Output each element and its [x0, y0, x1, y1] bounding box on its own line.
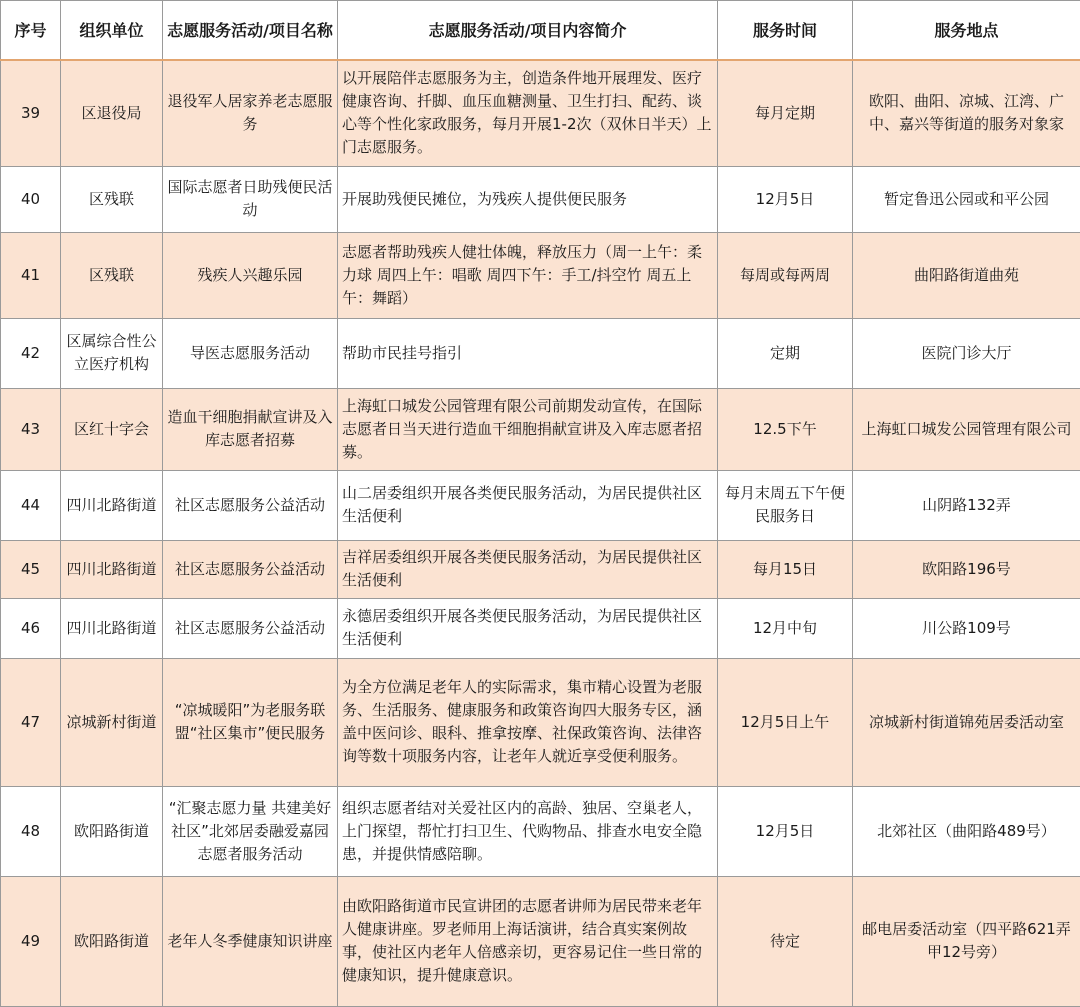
row-organization: 欧阳路街道 [61, 786, 163, 876]
table-row [1, 470, 1080, 540]
table-row [1, 166, 1080, 232]
row-description: 志愿者帮助残疾人健壮体魄，释放压力（周一上午：柔力球 周四上午：唱歌 周四下午：手工/抖空竹 周五上午：舞蹈） [338, 232, 718, 318]
row-location: 凉城新村街道锦苑居委活动室 [853, 658, 1080, 786]
row-activity-name: 老年人冬季健康知识讲座 [163, 876, 338, 1006]
row-number: 42 [1, 318, 61, 388]
header-number: 序号 [1, 1, 61, 61]
row-time: 每月末周五下午便民服务日 [718, 470, 853, 540]
row-number: 47 [1, 658, 61, 786]
row-description: 永德居委组织开展各类便民服务活动，为居民提供社区生活便利 [338, 598, 718, 658]
row-location: 川公路109号 [853, 598, 1080, 658]
header-activity-name: 志愿服务活动/项目名称 [163, 1, 338, 61]
row-activity-name: 社区志愿服务公益活动 [163, 540, 338, 598]
row-description: 为全方位满足老年人的实际需求，集市精心设置为老服务、生活服务、健康服务和政策咨询四大服务专区，涵盖中医问诊、眼科、推拿按摩、社保政策咨询、法律咨询等数十项服务内容，让老年人就近享受便利服务。 [338, 658, 718, 786]
row-number: 46 [1, 598, 61, 658]
row-activity-name: “凉城暖阳”为老服务联盟“社区集市”便民服务 [163, 658, 338, 786]
row-description: 上海虹口城发公园管理有限公司前期发动宣传，在国际志愿者日当天进行造血干细胞捐献宣讲及入库志愿者招募。 [338, 388, 718, 470]
row-location: 山阴路132弄 [853, 470, 1080, 540]
row-location: 邮电居委活动室（四平路621弄甲12号旁） [853, 876, 1080, 1006]
table-row [1, 318, 1080, 388]
row-time: 待定 [718, 876, 853, 1006]
row-description: 开展助残便民摊位，为残疾人提供便民服务 [338, 166, 718, 232]
table-row [1, 388, 1080, 470]
row-activity-name: “汇聚志愿力量 共建美好社区”北郊居委融爱嘉园志愿者服务活动 [163, 786, 338, 876]
row-organization: 四川北路街道 [61, 470, 163, 540]
row-number: 41 [1, 232, 61, 318]
row-activity-name: 社区志愿服务公益活动 [163, 598, 338, 658]
table-row [1, 786, 1080, 876]
row-organization: 区退役局 [61, 60, 163, 166]
row-time: 12月中旬 [718, 598, 853, 658]
row-description: 由欧阳路街道市民宣讲团的志愿者讲师为居民带来老年人健康讲座。罗老师用上海话演讲，结合真实案例故事，使社区内老年人倍感亲切，更容易记住一些日常的健康知识，提升健康意识。 [338, 876, 718, 1006]
row-organization: 区残联 [61, 166, 163, 232]
row-organization: 区红十字会 [61, 388, 163, 470]
row-activity-name: 退役军人居家养老志愿服务 [163, 60, 338, 166]
row-organization: 四川北路街道 [61, 598, 163, 658]
row-time: 12月5日 [718, 786, 853, 876]
row-location: 暂定鲁迅公园或和平公园 [853, 166, 1080, 232]
row-organization: 凉城新村街道 [61, 658, 163, 786]
row-activity-name: 国际志愿者日助残便民活动 [163, 166, 338, 232]
row-number: 49 [1, 876, 61, 1006]
header-service-time: 服务时间 [718, 1, 853, 61]
row-description: 吉祥居委组织开展各类便民服务活动，为居民提供社区生活便利 [338, 540, 718, 598]
row-activity-name: 社区志愿服务公益活动 [163, 470, 338, 540]
row-time: 每周或每两周 [718, 232, 853, 318]
row-description: 组织志愿者结对关爱社区内的高龄、独居、空巢老人，上门探望，帮忙打扫卫生、代购物品、排查水电安全隐患，并提供情感陪聊。 [338, 786, 718, 876]
row-number: 48 [1, 786, 61, 876]
row-time: 12月5日上午 [718, 658, 853, 786]
row-description: 山二居委组织开展各类便民服务活动，为居民提供社区生活便利 [338, 470, 718, 540]
row-number: 44 [1, 470, 61, 540]
row-location: 医院门诊大厅 [853, 318, 1080, 388]
row-time: 每月15日 [718, 540, 853, 598]
row-time: 定期 [718, 318, 853, 388]
header-service-location: 服务地点 [853, 1, 1080, 61]
row-description: 以开展陪伴志愿服务为主，创造条件地开展理发、医疗健康咨询、扦脚、血压血糖测量、卫生打扫、配药、谈心等个性化家政服务，每月开展1-2次（双休日半天）上门志愿服务。 [338, 60, 718, 166]
row-number: 43 [1, 388, 61, 470]
row-organization: 四川北路街道 [61, 540, 163, 598]
row-location: 上海虹口城发公园管理有限公司 [853, 388, 1080, 470]
table-row [1, 658, 1080, 786]
row-activity-name: 残疾人兴趣乐园 [163, 232, 338, 318]
header-activity-description: 志愿服务活动/项目内容简介 [338, 1, 718, 61]
table-row [1, 540, 1080, 598]
row-number: 39 [1, 60, 61, 166]
row-location: 欧阳、曲阳、凉城、江湾、广中、嘉兴等街道的服务对象家 [853, 60, 1080, 166]
table-row [1, 60, 1080, 166]
header-organization: 组织单位 [61, 1, 163, 61]
row-time: 每月定期 [718, 60, 853, 166]
row-location: 欧阳路196号 [853, 540, 1080, 598]
row-organization: 区残联 [61, 232, 163, 318]
row-number: 40 [1, 166, 61, 232]
row-description: 帮助市民挂号指引 [338, 318, 718, 388]
row-location: 曲阳路街道曲苑 [853, 232, 1080, 318]
table-header-row [1, 1, 1080, 61]
row-number: 45 [1, 540, 61, 598]
row-time: 12月5日 [718, 166, 853, 232]
table-row [1, 876, 1080, 1006]
table-row [1, 598, 1080, 658]
table-row [1, 232, 1080, 318]
row-organization: 区属综合性公立医疗机构 [61, 318, 163, 388]
row-activity-name: 造血干细胞捐献宣讲及入库志愿者招募 [163, 388, 338, 470]
row-time: 12.5下午 [718, 388, 853, 470]
row-location: 北郊社区（曲阳路489号） [853, 786, 1080, 876]
row-organization: 欧阳路街道 [61, 876, 163, 1006]
row-activity-name: 导医志愿服务活动 [163, 318, 338, 388]
